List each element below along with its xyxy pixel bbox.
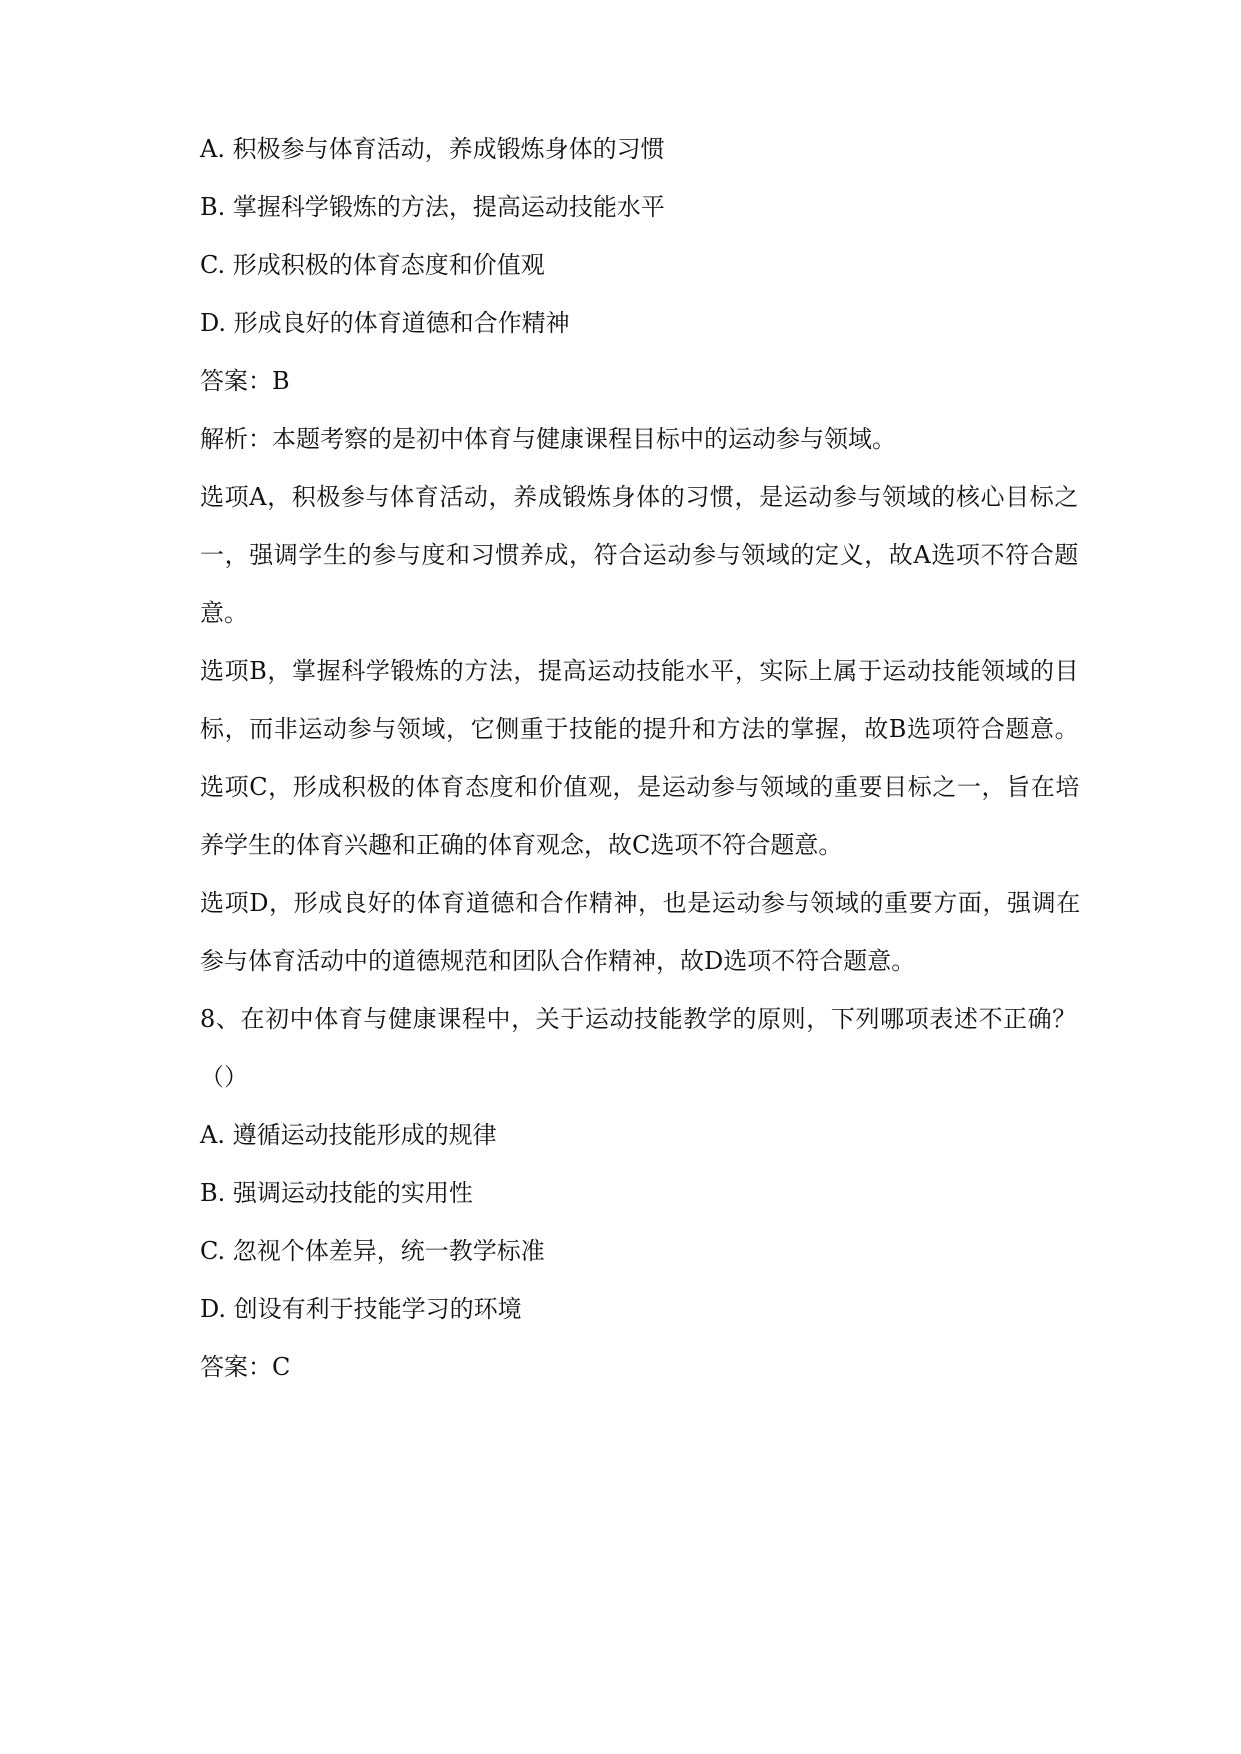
q8-option-b: B. 强调运动技能的实用性 <box>200 1179 473 1207</box>
q7-analysis-intro: 解析：本题考察的是初中体育与健康课程目标中的运动参与领域。 <box>200 425 896 453</box>
q7-analysis-line: 一，强调学生的参与度和习惯养成，符合运动参与领域的定义，故A选项不符合题 <box>200 541 1079 569</box>
q7-analysis-line: 选项D，形成良好的体育道德和合作精神，也是运动参与领域的重要方面，强调在 <box>200 889 1081 917</box>
q8-option-d: D. 创设有利于技能学习的环境 <box>200 1295 522 1323</box>
q7-analysis-line: 养学生的体育兴趣和正确的体育观念，故C选项不符合题意。 <box>200 831 843 859</box>
q8-question: 8、在初中体育与健康课程中，关于运动技能教学的原则，下列哪项表述不正确？ <box>200 1005 1077 1033</box>
q7-option-a: A. 积极参与体育活动，养成锻炼身体的习惯 <box>200 135 665 163</box>
q8-question-blank: （） <box>200 1063 248 1091</box>
q8-option-a: A. 遵循运动技能形成的规律 <box>200 1121 497 1149</box>
q7-option-d: D. 形成良好的体育道德和合作精神 <box>200 309 570 337</box>
q7-option-b: B. 掌握科学锻炼的方法，提高运动技能水平 <box>200 193 665 221</box>
q7-option-c: C. 形成积极的体育态度和价值观 <box>200 251 545 279</box>
q7-analysis-line: 选项C，形成积极的体育态度和价值观，是运动参与领域的重要目标之一，旨在培 <box>200 773 1080 801</box>
q7-analysis-line: 标，而非运动参与领域，它侧重于技能的提升和方法的掌握，故B选项符合题意。 <box>200 715 1080 743</box>
q7-analysis-line: 选项A，积极参与体育活动，养成锻炼身体的习惯，是运动参与领域的核心目标之 <box>200 483 1079 511</box>
q7-analysis-line: 参与体育活动中的道德规范和团队合作精神，故D选项不符合题意。 <box>200 947 916 975</box>
q7-analysis-line: 意。 <box>200 599 248 627</box>
q7-analysis-line: 选项B，掌握科学锻炼的方法，提高运动技能水平，实际上属于运动技能领域的目 <box>200 657 1080 685</box>
q8-option-c: C. 忽视个体差异，统一教学标准 <box>200 1237 545 1265</box>
q8-answer: 答案：C <box>200 1353 291 1381</box>
q7-answer: 答案：B <box>200 367 290 395</box>
